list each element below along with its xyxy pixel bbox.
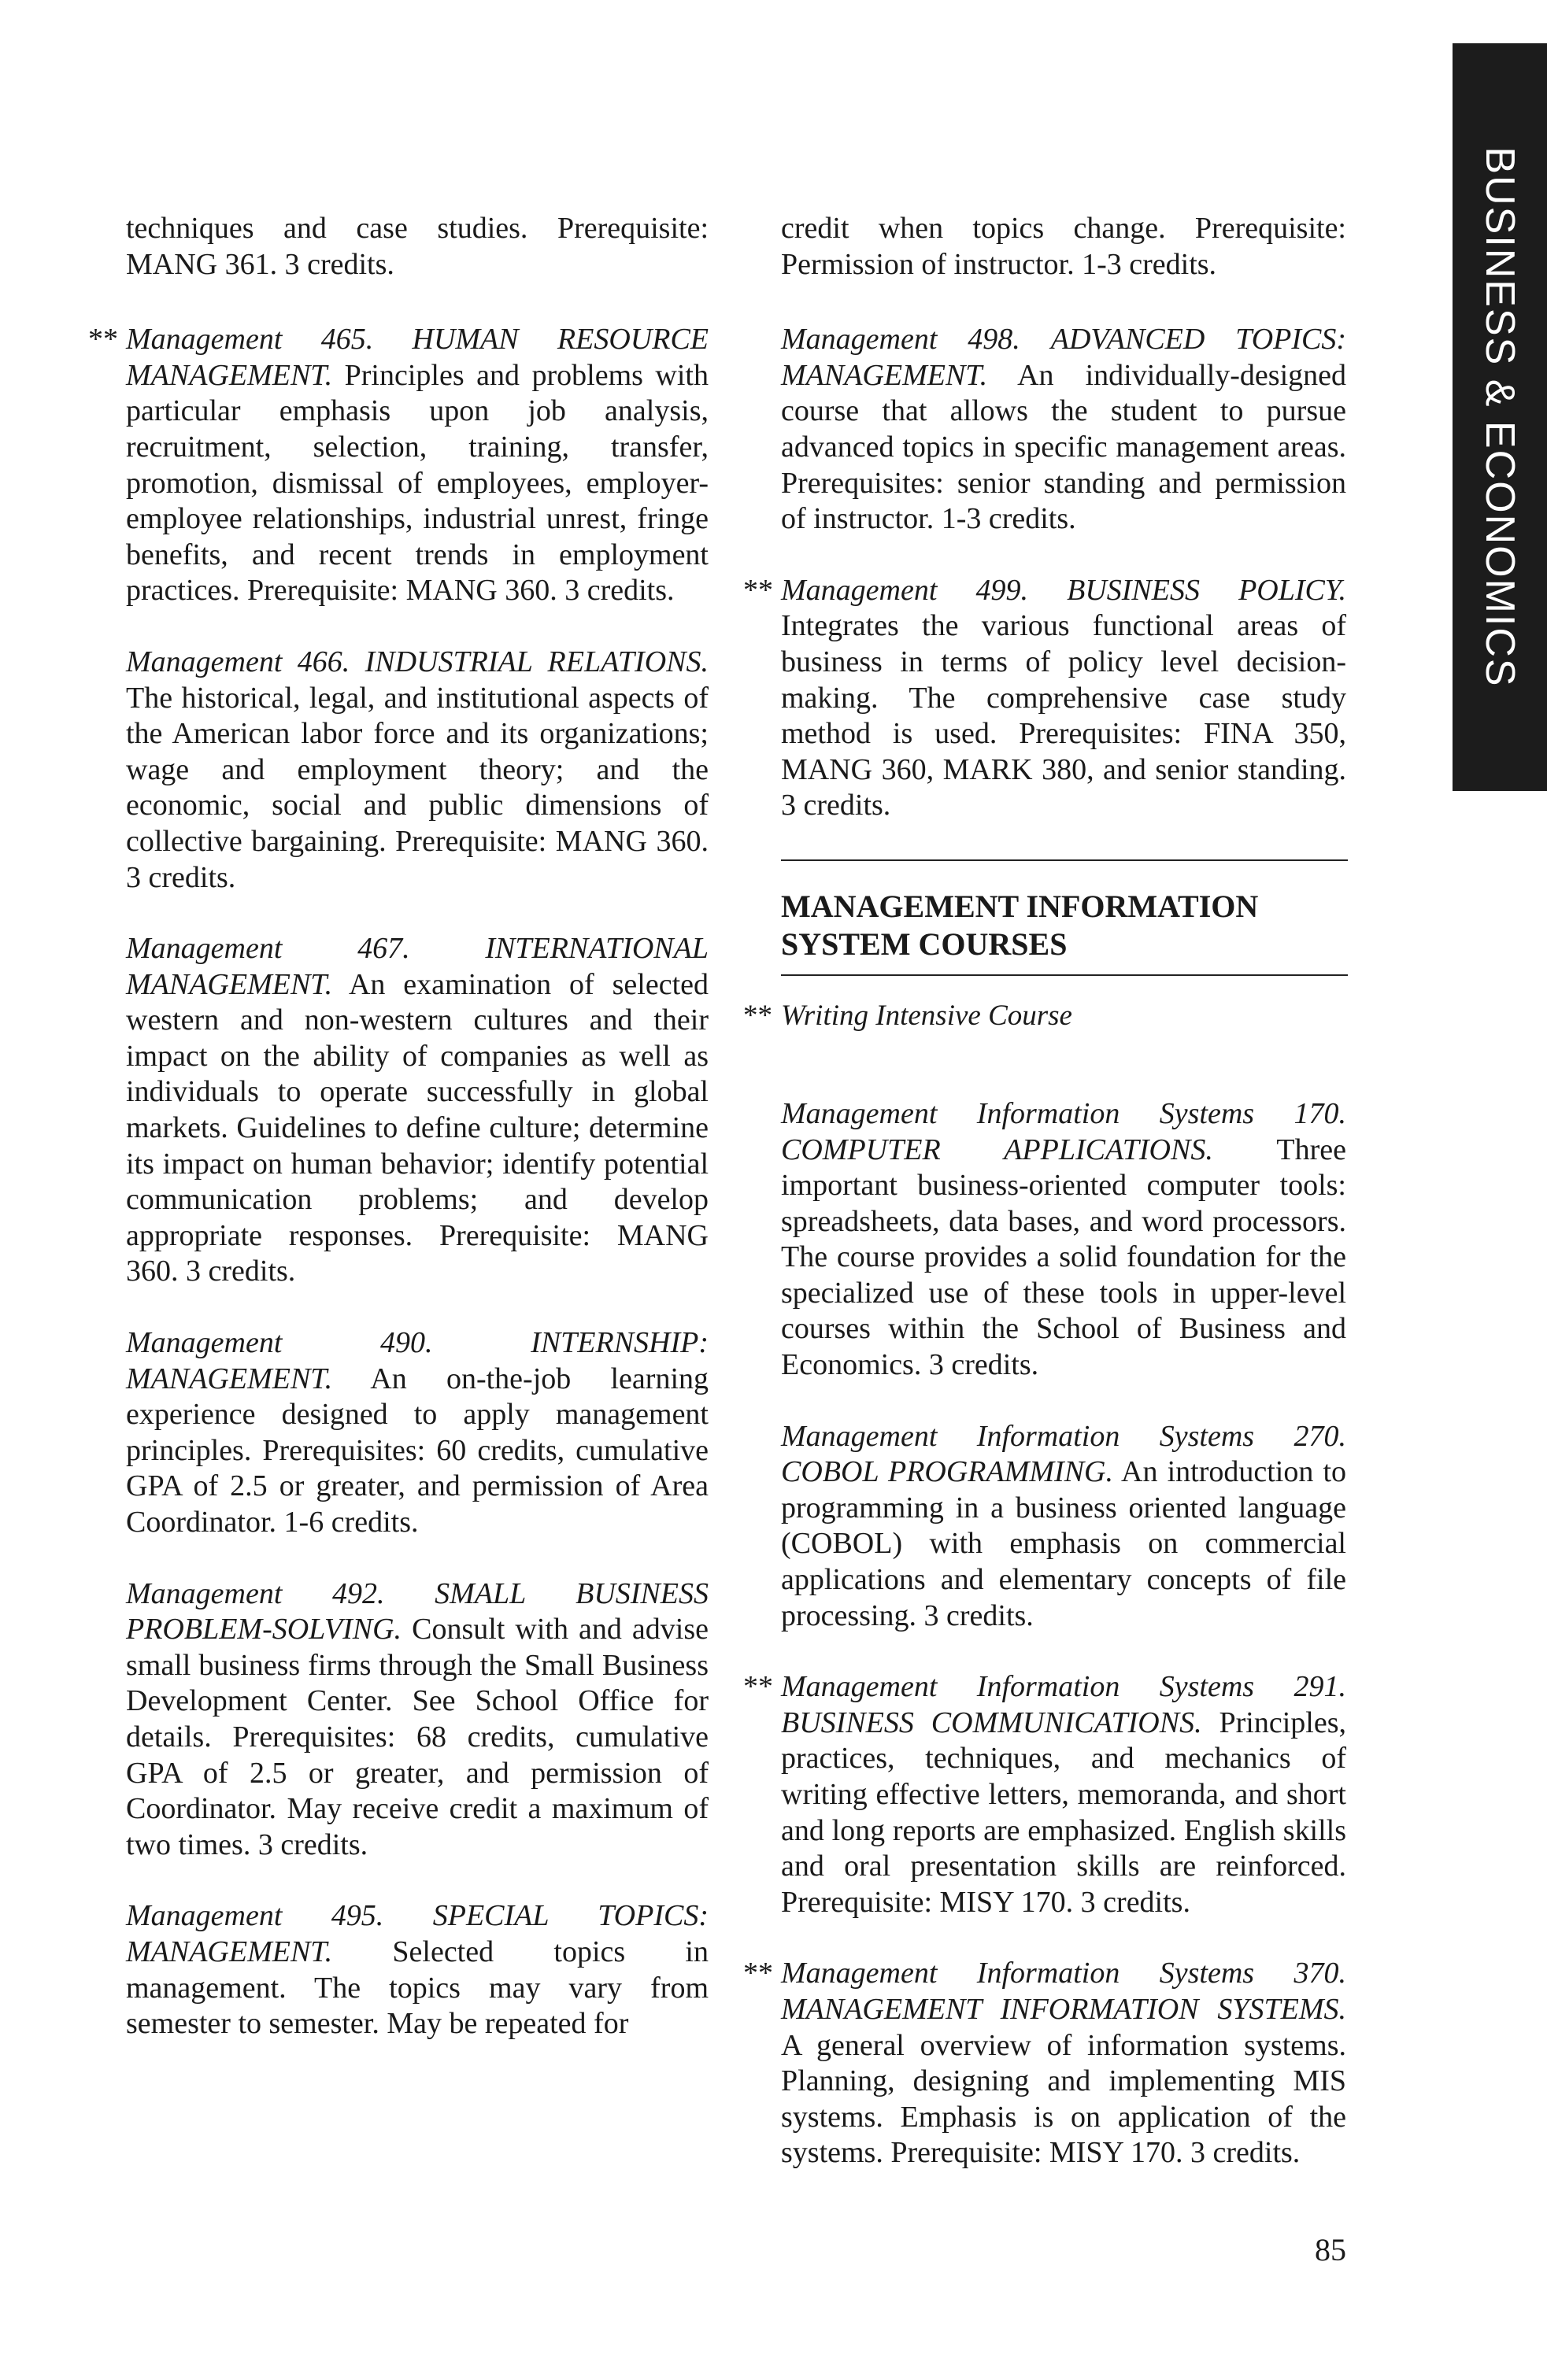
section-rule-top xyxy=(781,859,1348,861)
writing-intensive-marker: ** xyxy=(743,1957,773,1990)
course-title: SMALL BUSINESS PROBLEM-SOLVING. xyxy=(126,1576,709,1646)
section-rule-bottom xyxy=(781,974,1348,976)
course-description: An examination of selected western and non-western cultures and their impact on the ability of companies as well as individuals to operate successfully in global markets. Guidelines to define culture; determine its impact on human behavior; identify potential communication problems; and develop appropriate responses. Prerequisite: MANG 360. 3 credits. xyxy=(126,967,709,1288)
course-description: Selected topics in management. The topics may vary from semester to semester. May be repeated for xyxy=(126,1935,709,2041)
course-number: Management 499. xyxy=(781,573,1028,607)
course-description: Principles and problems with particular emphasis upon job analysis, recruitment, selection, training, transfer, promotion, dismissal of employees, employer-employee relationships, industrial unrest, fringe benefits, and recent trends in employment practices. Prerequisite: MANG 360. 3 credits. xyxy=(126,358,709,608)
course-entry xyxy=(743,1669,1346,1920)
course-title: HUMAN RESOURCE MANAGEMENT. xyxy=(126,323,709,392)
course-number: Management 492. xyxy=(126,1576,385,1610)
course-entry xyxy=(126,645,709,896)
legend-text: Writing Intensive Course xyxy=(781,999,1072,1032)
course-description: Principles, practices, techniques, and mechanics of writing effective letters, memoranda, and short and long reports are emphasized. English skills and oral presentation skills are reinforced. Prerequisite: MISY 170. 3 credits. xyxy=(781,1706,1346,1919)
course-description: The historical, legal, and institutional aspects of the American labor force and its organizations; wage and employment theory; and the economic, social and public dimensions of collective bargaining. Prerequisite: MANG 360. 3 credits. xyxy=(126,681,709,894)
course-entry xyxy=(88,322,709,609)
course-title: SPECIAL TOPICS: MANAGEMENT. xyxy=(126,1899,709,1968)
course-entry xyxy=(126,1325,709,1541)
course-entry xyxy=(126,931,709,1290)
course-title: COMPUTER APPLICATIONS. xyxy=(781,1133,1213,1166)
course-entry xyxy=(743,573,1347,824)
course-entry xyxy=(126,1576,709,1864)
course-description: An introduction to programming in a business oriented language (COBOL) with emphasis on commercial applications and elementary concepts of file processing. 3 credits. xyxy=(781,1455,1347,1632)
course-entry xyxy=(743,1956,1346,2171)
course-description: Three important business-oriented computer tools: spreadsheets, data bases, and word processors. The course provides a solid foundation for the specialized use of these tools in upper-level courses within the School of Business and Economics. 3 credits. xyxy=(781,1133,1346,1382)
course-description: Consult with and advise small business firms through the Small Business Development Center. See School Office for details. Prerequisites: 68 credits, cumulative GPA of 2.5 or greater, and permission of Coordinator. May receive credit a maximum of two times. 3 credits. xyxy=(126,1613,709,1861)
course-title: INDUSTRIAL RELATIONS. xyxy=(365,645,709,678)
legend-marker: ** xyxy=(743,999,772,1032)
course-title: MANAGEMENT INFORMATION SYSTEMS. xyxy=(781,1992,1346,2026)
course-continuation: credit when topics change. Prerequisite: Permission of instructor. 1-3 credits. xyxy=(781,212,1346,281)
course-number: Management 498. xyxy=(781,323,1020,357)
side-tab-label: BUSINESS & ECONOMICS xyxy=(1477,146,1523,688)
course-number: Management Information Systems 370. xyxy=(781,1957,1346,1990)
course-description: An on-the-job learning experience designed to apply management principles. Prerequisites: 60 credits, cumulative GPA of 2.5 or greater, and permission of Area Coordinator. 1-6 credits. xyxy=(126,1362,709,1539)
left-column xyxy=(88,211,709,2078)
writing-intensive-legend xyxy=(743,998,1346,1033)
course-entry xyxy=(781,1419,1346,1635)
course-description: A general overview of information systems. Planning, designing and implementing MIS systems. Emphasis is on application of the systems. Prerequisite: MISY 170. 3 credits. xyxy=(781,2028,1346,2170)
course-entry xyxy=(781,322,1346,538)
section-heading: MANAGEMENT INFORMATION SYSTEM COURSES xyxy=(781,888,1259,962)
course-title: INTERNSHIP: MANAGEMENT. xyxy=(126,1326,709,1395)
course-title: INTERNATIONAL MANAGEMENT. xyxy=(126,932,709,1001)
course-title: BUSINESS COMMUNICATIONS. xyxy=(781,1706,1202,1739)
course-title: ADVANCED TOPICS: MANAGEMENT. xyxy=(781,323,1347,392)
course-title: BUSINESS POLICY. xyxy=(1067,573,1347,607)
side-tab xyxy=(1453,43,1547,791)
writing-intensive-marker: ** xyxy=(743,1670,773,1704)
course-number: Management 465. xyxy=(126,323,374,357)
course-entry xyxy=(781,1096,1346,1384)
page-number: 85 xyxy=(1315,2232,1346,2267)
course-continuation: techniques and case studies. Prerequisite: MANG 361. 3 credits. xyxy=(126,212,709,281)
writing-intensive-marker: ** xyxy=(88,323,118,357)
course-description: Integrates the various functional areas of business in terms of policy level decision-making. The comprehensive case study method is used. Prerequisites: FINA 350, MANG 360, MARK 380, and senior standing. 3 credits. xyxy=(781,609,1346,822)
course-number: Management 495. xyxy=(126,1899,384,1933)
course-number: Management 466. xyxy=(126,645,350,678)
course-number: Management Information Systems 270. xyxy=(781,1419,1346,1453)
course-number: Management Information Systems 170. xyxy=(781,1096,1346,1130)
writing-intensive-marker: ** xyxy=(743,573,773,607)
course-entry xyxy=(126,1898,709,2042)
course-number: Management Information Systems 291. xyxy=(781,1670,1346,1704)
right-column xyxy=(743,211,1347,2207)
course-number: Management 490. xyxy=(126,1326,433,1360)
course-title: COBOL PROGRAMMING. xyxy=(781,1455,1113,1489)
course-number: Management 467. xyxy=(126,932,410,966)
course-description: An individually-designed course that allows the student to pursue advanced topics in specific management areas. Prerequisites: senior standing and permission of instructor. 1-3 credits. xyxy=(781,358,1346,536)
